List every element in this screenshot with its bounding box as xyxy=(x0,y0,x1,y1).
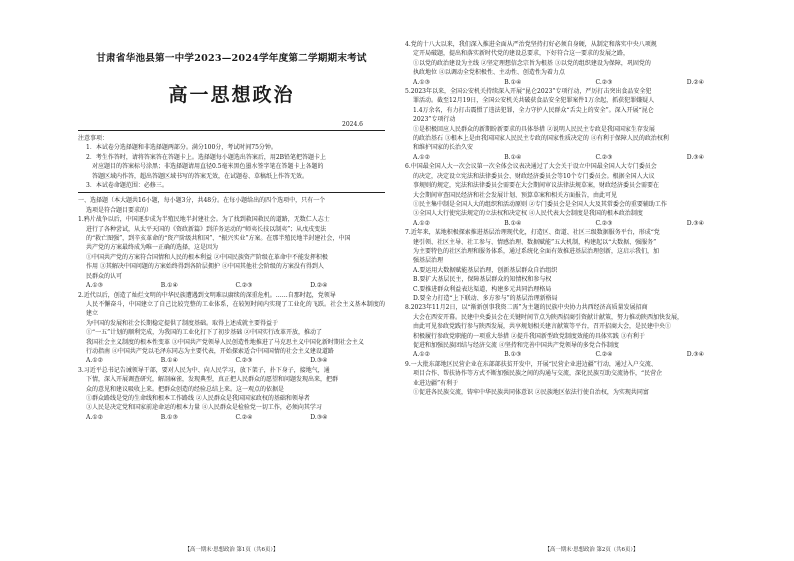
question-7 xyxy=(405,228,778,303)
notice-line: 1．本试卷分选择题和非选择题两部分。满分100分，考试时间75分钟。 xyxy=(86,144,277,152)
option-d: D.②④ xyxy=(686,78,705,86)
answer-options xyxy=(405,350,778,359)
question-line: ③人民是决定党和国家前途命运的根本力量 ④人民群众是检验党一切工作，必须向其学习 xyxy=(86,404,322,412)
question-line: 业进边疆”有利于 xyxy=(413,379,459,387)
question-line: 5.2023年以来，全国公安机关持续深入开展“昆仑2023”专项行动，严厉打击突出食品安全犯 xyxy=(405,88,652,96)
question-line: 民群众的认可 xyxy=(86,272,123,280)
question-line: 定开局破题，提出和落实新时代党的建设总要求，下好符合这一要求的发展之路， xyxy=(413,50,630,58)
question-line: ①群众路线是党的生命线和根本工作路线 ②人民群众是我国国家政权的基础和领导者 xyxy=(86,394,310,402)
question-line: 8.2023年11月2日，以“渐新创事我资二需”为主题的民族中央协力共西经济高质量发展招商 xyxy=(405,304,648,312)
answer-options xyxy=(405,153,778,162)
question-line: 建引领、社区主导、社工参与、情感治理、数据赋能”五大机制，构建起以“大数据、强服务” xyxy=(413,238,657,246)
option-a: A.①② xyxy=(86,413,103,421)
option-b: B.①③ xyxy=(504,351,522,359)
option-d: D.③④ xyxy=(310,413,328,421)
option-c: C.②④ xyxy=(235,413,253,421)
option-a: A.①② xyxy=(86,357,103,365)
notice-line: 对应题目的答案标号涂黑；非选择题请用直径0.5毫米黑色墨水签字笔在答题卡上各题的 xyxy=(92,163,324,171)
question-line: 行动指南 ④中国共产党以毛泽东同志为主要代表，开始探索适合中国国情的社会主义建设道路 xyxy=(86,347,334,355)
page-footer: 【高一期末·思想政治 第1页（共6页）】 xyxy=(184,547,279,553)
option-c: C.②③ xyxy=(235,357,253,365)
option-c: C.②③ xyxy=(595,78,613,86)
question-line: 共产党的方案最终成为唯一正确的选择，这是因为 xyxy=(86,244,219,252)
subject-title: 高一思想政治 xyxy=(168,84,295,106)
question-line: 众的意见和建议吸收上来。把群众创造的经验总结上来。这一观点的依据是 xyxy=(86,385,285,393)
question-line: ①促进各民族交流，铸牢中华民族共同体意识 ②民族地区依法行使自治权，为实现共同富 xyxy=(413,389,649,397)
answer-options xyxy=(78,281,385,290)
question-line: 大会在西安开幕。民建中央委员会在关键时间节点为陕西招商引资献计献策，努力推动陕西加快发展， xyxy=(413,313,684,321)
question-line: 事规则的规定，宪法和法律委员会需要在大会期间审议法律法规草案，财政经济委员会需要在 xyxy=(413,182,660,190)
option-c: C.②④ xyxy=(595,351,613,359)
option-a: A.①② xyxy=(413,351,430,359)
option-a: A.①③ xyxy=(413,78,430,86)
divider xyxy=(78,192,385,193)
option-b: B.①④ xyxy=(504,153,522,161)
question-line: 进行了各种尝试，从太平天国的《资政新篇》到洋务运动的“师夷长技以制夷”；从戊戌变法 xyxy=(86,225,327,233)
option-b: B.①④ xyxy=(160,282,178,290)
question-line: ③全国人大行使宪法规定的立法权和决定权 ④人民代表大会制度是我国的根本政治制度 xyxy=(413,210,643,218)
option-d: D.③④ xyxy=(310,357,328,365)
option-b: B.①④ xyxy=(504,78,522,86)
question-line: 7.近年来，某地积极探索推进基层治理现代化，打造区、街道、社区三级数据服务平台，形成“党 xyxy=(405,229,660,237)
question-line: ①中国共产党的方案符合国情和人民的根本利益 ②中国民族资产阶级在革命中不能发挥积极 xyxy=(86,253,328,261)
option-a: A.要运用大数据赋能基层治理，创新基层群众自治组织 xyxy=(413,266,558,274)
question-line: 的政治基石 ③根本上是由我国国家人民民主专政的国家性质决定的 ④有利于保障人民的政治权利 xyxy=(413,135,669,143)
notice-heading: 注意事项： xyxy=(78,135,109,142)
question-line: 1.4万余名，有力打击震慑了违法犯罪，全力守护人民群众“舌尖上的安全”。深入开展“昆仑 xyxy=(413,106,654,114)
question-line: 2.近代以后，创造了灿烂文明的中华民族遭遇到文明难以赓续的深重危机。……自那时起，党领导 xyxy=(78,291,336,299)
exam-title: 甘肃省华池县第一中学2023—2024学年度第二学期期末考试 xyxy=(96,53,367,64)
option-c: C.要推进群众利益表达渠道，构建多元共同治理格局 xyxy=(413,285,552,293)
question-line: 强基层治理 xyxy=(413,257,444,265)
option-c: C.②③ xyxy=(595,153,613,161)
question-8 xyxy=(405,303,778,359)
notice-line: 答题区域内作答，超出答题区域书写的答案无效，在试题卷、草稿纸上作答无效。 xyxy=(92,172,309,180)
question-3 xyxy=(78,366,385,422)
option-d: D.③④ xyxy=(686,219,705,227)
question-line: 1.鸦片战争以后，中国逐步成为半殖民地半封建社会。为了找到救国救民的道路，无数仁人志士 xyxy=(78,216,330,224)
option-a: A.①③ xyxy=(86,282,103,290)
question-1 xyxy=(78,215,385,290)
question-line: 3.习近平总书记告诫领导干部，要对人民为中、向人民学习，放下架子，扑下身子，接地气，通 xyxy=(78,366,330,374)
question-line: 促进和加强民族团结与经济交流 ④坚持和完善中国共产党领导的多党合作制度 xyxy=(413,342,619,349)
option-c: C.②③ xyxy=(235,282,253,290)
page-footer: 【高一期末·思想政治 第2页（共6页）】 xyxy=(544,547,639,553)
question-line: ①以党的政治建设为主线 ②坚定理想信念宗旨为根基 ③以党的组织建设为保障，巩固党的 xyxy=(413,59,651,67)
question-line: 人民不懈奋斗，中国建立了自己比较完整的工业体系，在较短时间内实现了工业化的飞跃。社会主义基本制度的建立 xyxy=(86,300,385,318)
question-line: 和维护国家的长治久安 xyxy=(413,144,474,152)
answer-options xyxy=(78,356,385,365)
question-5 xyxy=(405,87,778,162)
question-line: 我国社会主义制度的根本性变革 ③中国共产党领导人民创造性地推进了马克思主义中国化新时期社会主义 xyxy=(86,338,364,346)
option-d: D.要全力打造“上下联动、多方参与”的基层治理新格局 xyxy=(413,294,558,302)
question-line: 为中国的发展和社会长期稳定提供了制度基础。取得上述成就主要得益于 xyxy=(86,319,279,327)
question-line: 为主要特色的社区治理和服务体系，通过系统化全面有效推进基层治理创新，这启示我们，加 xyxy=(413,247,660,255)
question-line: 项目合作、帮扶协作等方式不断加强民族之间的沟通与交流，深化民族互助交流协作，“民营企 xyxy=(413,370,663,378)
notice-line: 2．考生作答时，请将答案答在答题卡上。选择题每小题选出答案后，用2B铅笔把答题卡上 xyxy=(86,153,327,161)
question-4 xyxy=(405,40,778,87)
question-9 xyxy=(405,360,778,398)
answer-options xyxy=(405,219,778,228)
question-line: 积极履行参政党职能的一项重大举措 ②提升我国新型政党制度效能的具体实践 ③有利于 xyxy=(413,332,645,340)
option-d: D.②④ xyxy=(310,282,328,290)
question-line: ①民主集中制是全国人大的组织和活动原则 ②专门委员会是全国人大及其常委会的重要辅助工作 xyxy=(413,200,667,208)
answer-options xyxy=(405,78,778,87)
divider xyxy=(78,130,385,131)
question-line: 执政地位 ④以调动全党积极性、主动性、创造性为着力点 xyxy=(413,69,565,77)
section-heading: 选项是符合题目要求的） xyxy=(86,206,153,214)
question-line: 4.党的十八大以来，我们深入推进全面从严治党坚持打好必须自身硬，从制定和落实中央八项规 xyxy=(405,41,657,48)
question-line: 由此可见参政党践行参与陕西发展，共享规划相关建言献策等平台，召开招商大会，是民建中央① xyxy=(413,323,672,331)
question-6 xyxy=(405,162,778,228)
option-b: B.①④ xyxy=(504,219,522,227)
question-line: 作用 ③其解决中国问题的方案始终得到各阶层拥护 ④中国其他社会阶级的方案没有得到人 xyxy=(86,263,324,271)
exam-date: 2024.6 xyxy=(342,121,363,128)
question-line: 6.中国最全国人大一次会议第一次全体会议表决通过了大会关于设立中国最全国人大专门委员会 xyxy=(405,163,657,171)
option-a: A.①② xyxy=(413,219,430,227)
question-2 xyxy=(78,291,385,366)
question-line: 9.一大批东部地区民营企业在东部部扶贫开发中，开展“民营企业进边疆”行动，通过入户交流、 xyxy=(405,360,657,368)
question-line: ①“一五”计划的顺利完成，为我国的工业化打下了初步基础 ②中国实行改革开放，推动了 xyxy=(86,329,323,337)
right-page xyxy=(397,0,794,561)
question-line: ①是积极回应人民群众的新期盼新要求的具体举措 ②说明人民民主专政是我国国家生存发展 xyxy=(413,125,655,133)
option-c: C.②③ xyxy=(595,219,613,227)
question-line: 的决定，决定设立宪法和法律委员会、财政经济委员会等10个专门委员会。根据全国人大议 xyxy=(413,172,655,180)
question-line: 的“救亡图强”，到辛亥革命的“资产阶级共和国”、“振兴实业”方案。在那半殖民地半封建社会，中国 xyxy=(86,235,351,243)
question-line: 罪活动。截至12月19日，全国公安机关共破获食品安全犯罪案件1万余起，抓获犯罪嫌疑人 xyxy=(413,97,655,105)
answer-options xyxy=(78,413,385,422)
question-line: 下情，深入开展调查研究，解剖麻雀，发现典型，真正把人民群众的愿望和问题发现出来，把群 xyxy=(86,376,339,384)
option-b: B.①④ xyxy=(160,357,178,365)
question-line: 2023”专项行动 xyxy=(413,116,456,124)
option-b: B.①③ xyxy=(160,413,178,421)
question-line: 大会期间审查国民经济和社会发展计划、预算草案和相关方面报告，由此可见 xyxy=(413,191,618,199)
section-heading: 一、选择题（本大题共16小题，每小题3分，共48分。在每小题给出的四个选项中，只有一个 xyxy=(78,197,326,205)
option-a: A.①② xyxy=(413,153,430,161)
option-d: D.③④ xyxy=(686,153,705,161)
option-b: B.要扩大基层民主，保障基层群众的知情权和参与权 xyxy=(413,276,552,284)
notice-line: 3．本试卷命题范围：必修三。 xyxy=(86,182,168,190)
option-d: D.③④ xyxy=(686,351,705,359)
